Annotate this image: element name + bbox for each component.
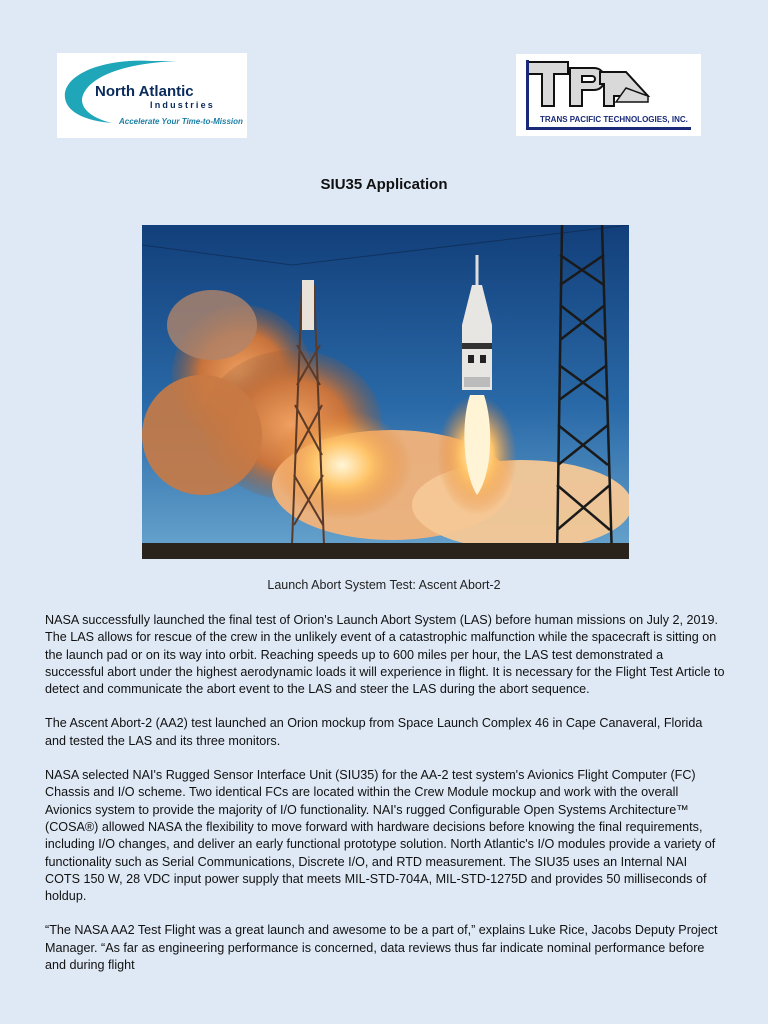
article-body xyxy=(45,612,725,991)
tpt-logo xyxy=(516,54,701,136)
paragraph: NASA successfully launched the final test of Orion's Launch Abort System (LAS) before human missions on July 2, 2019. The LAS allows for rescue of the crew in the unlikely event of a catastrophic malfunction while the spacecraft is sitting on the launch pad or on its way into orbit. Reaching speeds up to 600 miles per hour, the LAS test demonstrated a successful abort under the highest aerodynamic loads it will experience in flight. It is necessary for the Flight Test Article to detect and communicate the abort event to the LAS and steer the LAS during the abort sequence. xyxy=(45,613,725,697)
paragraph: “The NASA AA2 Test Flight was a great launch and awesome to be a part of,” explains Luke Rice, Jacobs Deputy Project Manager. “As far as engineering performance is concerned, data reviews thus far indicate nominal performance before and during flight xyxy=(45,923,718,973)
rocket-launch-photo xyxy=(142,225,629,559)
company-tagline: Accelerate Your Time-to-Mission xyxy=(119,117,243,126)
paragraph: The Ascent Abort-2 (AA2) test launched an Orion mockup from Space Launch Complex 46 in Cape Canaveral, Florida and tested the LAS and its three monitors. xyxy=(45,716,703,748)
photo-caption: Launch Abort System Test: Ascent Abort-2 xyxy=(267,578,501,592)
company-name: North Atlantic xyxy=(95,83,194,100)
north-atlantic-logo xyxy=(57,53,247,138)
page-title: SIU35 Application xyxy=(320,176,448,193)
paragraph: NASA selected NAI's Rugged Sensor Interface Unit (SIU35) for the AA-2 test system's Avionics Flight Computer (FC) Chassis and I/O scheme. Two identical FCs are located within the Crew Module mockup and work with the overall Avionics system to provide the majority of I/O functionality. NAI's rugged Configurable Open Systems Architecture™ (COSA®) allowed NASA the flexibility to move forward with hardware decisions before knowing the final requirements, including I/O changes, and deliver an early functional prototype solution. North Atlantic's I/O modules provide a variety of functionality such as Serial Communications, Discrete I/O, and RTD measurement. The SIU35 uses an Internal NAI COTS 150 W, 28 VDC input power supply that meets MIL-STD-704A, MIL-STD-1275D and provides 50 milliseconds of holdup. xyxy=(45,768,716,904)
tpt-company-name: TRANS PACIFIC TECHNOLOGIES, INC. xyxy=(540,115,688,124)
company-subname: Industries xyxy=(150,100,216,110)
